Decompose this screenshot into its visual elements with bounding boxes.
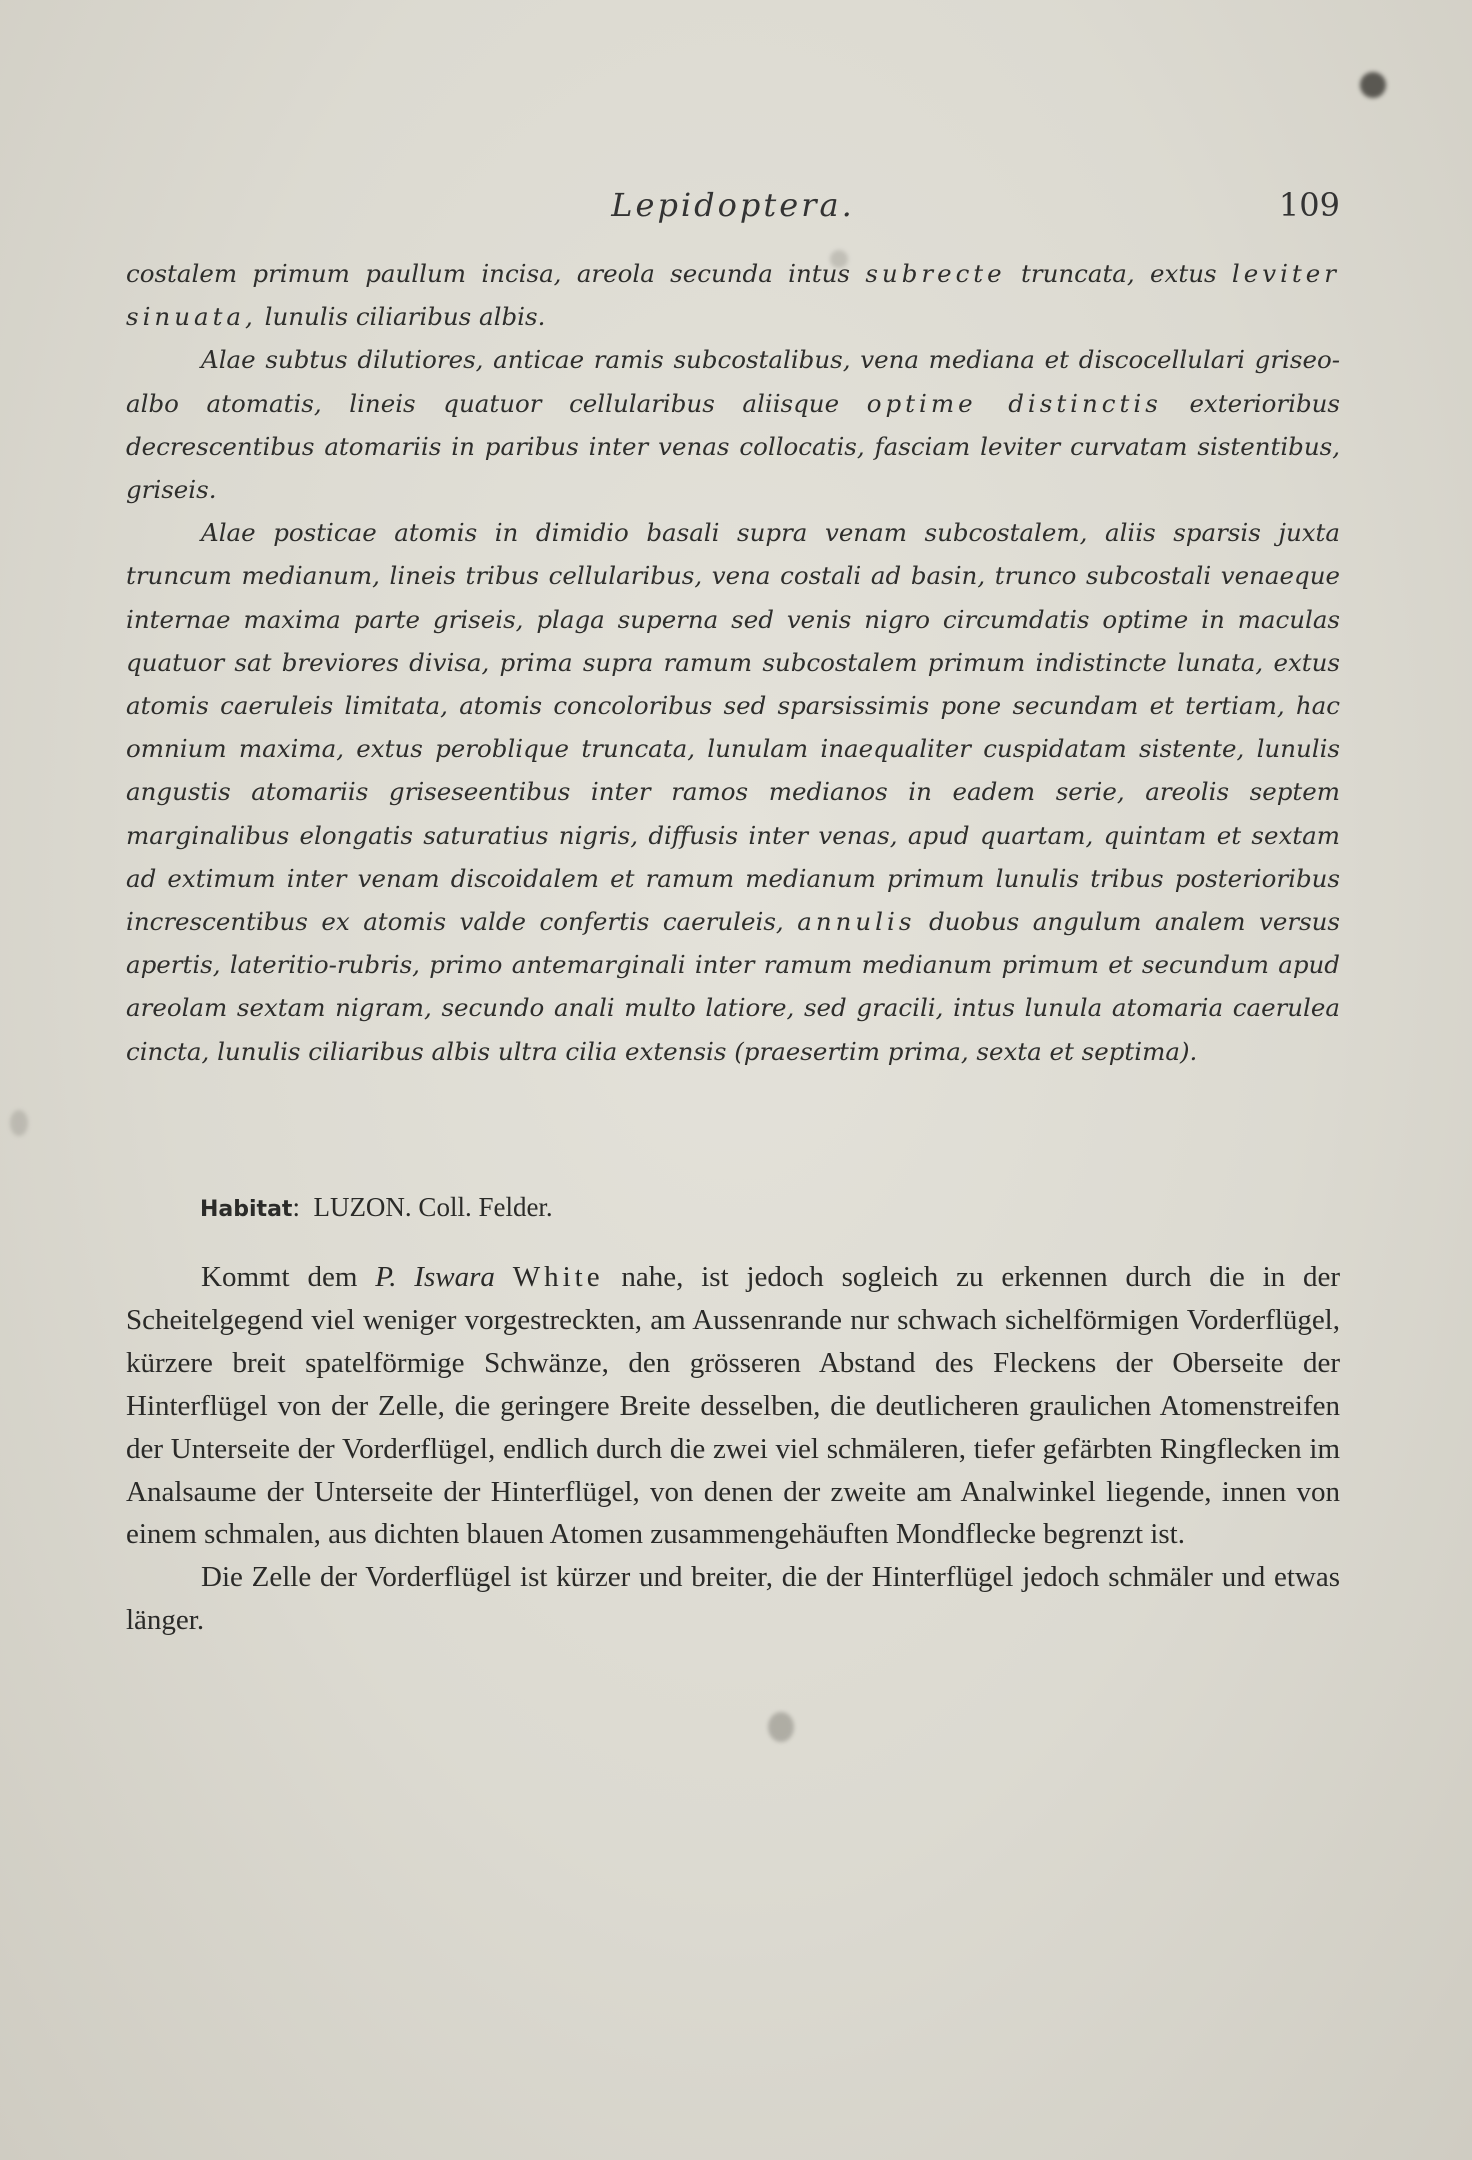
author-name: White: [512, 1261, 604, 1293]
german-paragraph-2: Die Zelle der Vorderflügel ist kürzer und breiter, die der Hinterflügel jedoch schmäler und etwas länger.: [126, 1561, 1340, 1637]
habitat-label: Habitat: [200, 1197, 293, 1222]
latin-paragraph-1: [126, 252, 1340, 338]
habitat-line: [200, 1192, 553, 1223]
page-number: 109: [1278, 186, 1340, 224]
german-remarks: [126, 1256, 1340, 1642]
habitat-value: LUZON. Coll. Felder.: [313, 1192, 553, 1222]
latin-paragraph-3: [126, 511, 1340, 1073]
paper-stain: [10, 1110, 28, 1136]
text-run: nahe, ist jedoch sogleich zu erkennen durch die in der Scheitelgegend viel weniger vorgestreckten, am Aussenrande nur schwach sichelförmigen Vorderflügel, kürzere breit spatelförmige Schwänze, den grösseren Abstand des Fleckens der Oberseite der Hinterflügel von der Zelle, die geringere Breite desselben, die deutlicheren graulichen Atomenstreifen der Unterseite der Vorderflügel, endlich durch die zwei viel schmäleren, tiefer gefärbten Ringflecken im Analsaume der Unterseite der Hinterflügel, von denen der zweite am Analwinkel liegende, innen von einem schmalen, aus dichten blauen Atomen zusammengehäuften Mondflecke begrenzt ist.: [126, 1261, 1340, 1551]
text-run: truncata, extus: [1021, 259, 1217, 288]
text-run: Alae subtus dilutiores, anticae ramis subcostalibus, vena mediana et discocellulari griseo-albo atomatis, lineis quatuor cellularibus aliisque: [126, 345, 1340, 418]
text-run: Alae posticae atomis in dimidio basali supra venam subcostalem, aliis sparsis juxta truncum medianum, lineis tribus cellularibus, vena costali ad basin, trunco subcostali venaeque internae maxima parte griseis, plaga superna sed venis nigro circumdatis optime in maculas quatuor sat breviores divisa, prima supra ramum subcostalem primum indistincte lunata, extus atomis caeruleis limitata, atomis concoloribus sed sparsissimis pone secundam et tertiam, hac omnium maxima, extus peroblique truncata, lunulam inaequaliter cuspidatam sistente, lunulis angustis atomariis griseseentibus inter ramos medianos in eadem serie, areolis septem marginalibus elongatis saturatius nigris, diffusis inter venas, apud quartam, quintam et sextam ad extimum inter venam discoidalem et ramum medianum primum lunulis tribus posterioribus increscentibus ex atomis valde confertis caeruleis,: [126, 518, 1340, 937]
text-run: costalem primum paullum incisa, areola secunda intus: [126, 259, 850, 288]
ink-spot: [1360, 72, 1386, 98]
running-title: Lepidoptera.: [611, 186, 855, 224]
spaced-text-run: optime distinctis: [866, 388, 1162, 418]
page-header: [126, 186, 1340, 236]
latin-paragraph-2: [126, 338, 1340, 511]
spaced-text-run: annulis: [797, 907, 916, 937]
paper-stain: [768, 1712, 794, 1742]
german-paragraph-1: [126, 1256, 1340, 1556]
spaced-text-run: leviter sinuata,: [126, 259, 1340, 332]
latin-description: [126, 252, 1340, 1073]
species-name: P. Iswara: [375, 1261, 495, 1293]
text-run: Kommt dem: [201, 1261, 358, 1293]
text-run: exterioribus decrescentibus atomariis in paribus inter venas collocatis, fasciam leviter curvatam sistentibus, griseis.: [126, 388, 1340, 505]
spaced-text-run: subrecte: [865, 259, 1006, 288]
habitat-colon: :: [292, 1192, 300, 1222]
text-run: lunulis ciliaribus albis.: [264, 302, 546, 332]
text-run: duobus angulum analem versus apertis, lateritio-rubris, primo antemarginali inter ramum medianum primum et secundum apud areolam sextam nigram, secundo anali multo latiore, sed gracili, intus lunula atomaria caerulea cincta, lunulis ciliaribus albis ultra cilia extensis (praesertim prima, sexta et septima).: [126, 907, 1341, 1066]
